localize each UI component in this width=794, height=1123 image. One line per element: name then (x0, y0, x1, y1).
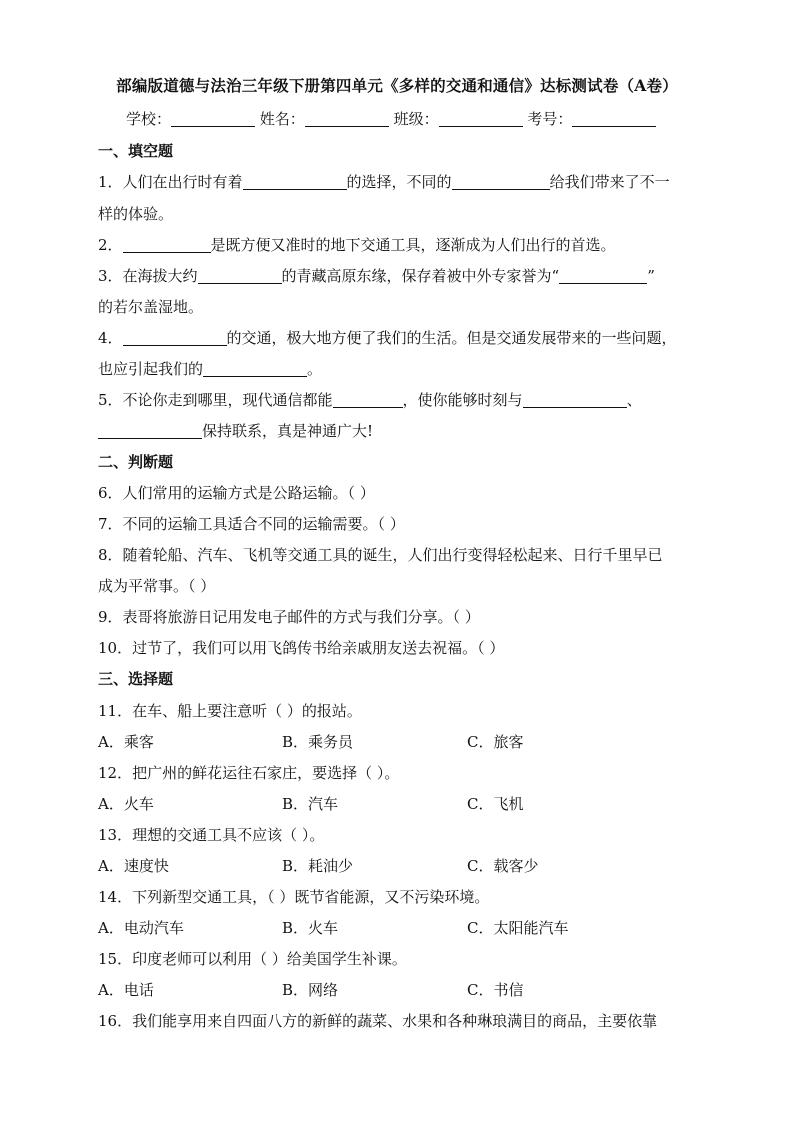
question-15: 15．印度老师可以利用（ ）给美国学生补课。 (98, 950, 407, 968)
question-14: 14．下列新型交通工具，（ ）既节省能源，又不污染环境。 (98, 888, 490, 906)
option-a[interactable]: A．火车 (98, 795, 154, 813)
option-b[interactable]: B．耗油少 (282, 857, 354, 875)
question-10: 10．过节了，我们可以用飞鸽传书给亲戚朋友送去祝福。（ ） (98, 639, 505, 657)
question-5-line-1: 5．不论你走到哪里，现代通信都能 ，使你能够时刻与 、 (98, 391, 642, 409)
option-a[interactable]: A．乘客 (98, 733, 154, 751)
exam-number-blank[interactable] (572, 110, 656, 127)
option-b[interactable]: B．网络 (282, 981, 339, 999)
exam-number-label: 考号： (527, 110, 573, 128)
name-label: 姓名： (259, 110, 305, 128)
answer-blank[interactable] (523, 391, 627, 408)
option-b[interactable]: B．火车 (282, 919, 339, 937)
section-multiple-choice: 三、选择题 (98, 670, 174, 688)
option-c[interactable]: C．旅客 (467, 733, 524, 751)
answer-blank[interactable] (203, 360, 307, 377)
option-c[interactable]: C．太阳能汽车 (467, 919, 569, 937)
option-c[interactable]: C．书信 (467, 981, 524, 999)
question-5-line-2: 保持联系，真是神通广大! (98, 420, 373, 441)
page-title: 部编版道德与法治三年级下册第四单元《多样的交通和通信》达标测试卷（A卷） (116, 76, 678, 95)
answer-blank[interactable] (333, 391, 403, 408)
answer-blank[interactable] (559, 267, 647, 284)
question-3-line-2: 的若尔盖湿地。 (98, 298, 204, 316)
section-true-false: 二、判断题 (98, 453, 174, 471)
question-8-line-1: 8．随着轮船、汽车、飞机等交通工具的诞生，人们出行变得轻松起来、日行千里早已 (98, 546, 663, 564)
question-1-line-2: 样的体验。 (98, 205, 174, 223)
question-12: 12．把广州的鲜花运往石家庄，要选择（ ）。 (98, 764, 400, 782)
question-16: 16．我们能享用来自四面八方的新鲜的蔬菜、水果和各种琳琅满目的商品，主要依靠 (98, 1012, 658, 1030)
question-2: 2． 是既方便又准时的地下交通工具，逐渐成为人们出行的首选。 (98, 236, 616, 254)
student-info-row (126, 108, 656, 129)
class-blank[interactable] (439, 110, 523, 127)
question-6: 6．人们常用的运输方式是公路运输。（ ） (98, 484, 375, 502)
option-c[interactable]: C．飞机 (467, 795, 524, 813)
answer-blank[interactable] (198, 267, 282, 284)
question-9: 9．表哥将旅游日记用发电子邮件的方式与我们分享。（ ） (98, 608, 480, 626)
question-8-line-2: 成为平常事。（ ） (98, 577, 216, 595)
question-11: 11．在车、船上要注意听（ ）的报站。 (98, 702, 362, 720)
answer-blank[interactable] (123, 236, 211, 253)
answer-blank[interactable] (98, 422, 202, 439)
option-a[interactable]: A．速度快 (98, 857, 169, 875)
school-label: 学校： (126, 110, 172, 128)
question-4-line-2: 也应引起我们的 。 (98, 360, 323, 378)
school-blank[interactable] (171, 110, 255, 127)
name-blank[interactable] (305, 110, 389, 127)
section-fill-blank: 一、填空题 (98, 142, 174, 160)
question-3-line-1: 3．在海拔大约 的青藏高原东缘，保存着被中外专家誉为“ ” (98, 267, 655, 285)
question-1-line-1: 1．人们在出行时有着 的选择，不同的 给我们带来了不一 (98, 173, 670, 191)
question-13: 13．理想的交通工具不应该（ ）。 (98, 826, 325, 844)
question-7: 7．不同的运输工具适合不同的运输需要。（ ） (98, 515, 405, 533)
option-c[interactable]: C．载客少 (467, 857, 539, 875)
option-a[interactable]: A．电话 (98, 981, 154, 999)
class-label: 班级： (393, 110, 439, 128)
answer-blank[interactable] (452, 173, 550, 190)
answer-blank[interactable] (123, 329, 227, 346)
option-b[interactable]: B．汽车 (282, 795, 339, 813)
question-4-line-1: 4． 的交通，极大地方便了我们的生活。但是交通发展带来的一些问题， (98, 329, 677, 347)
option-a[interactable]: A．电动汽车 (98, 919, 184, 937)
answer-blank[interactable] (243, 173, 347, 190)
option-b[interactable]: B．乘务员 (282, 733, 354, 751)
